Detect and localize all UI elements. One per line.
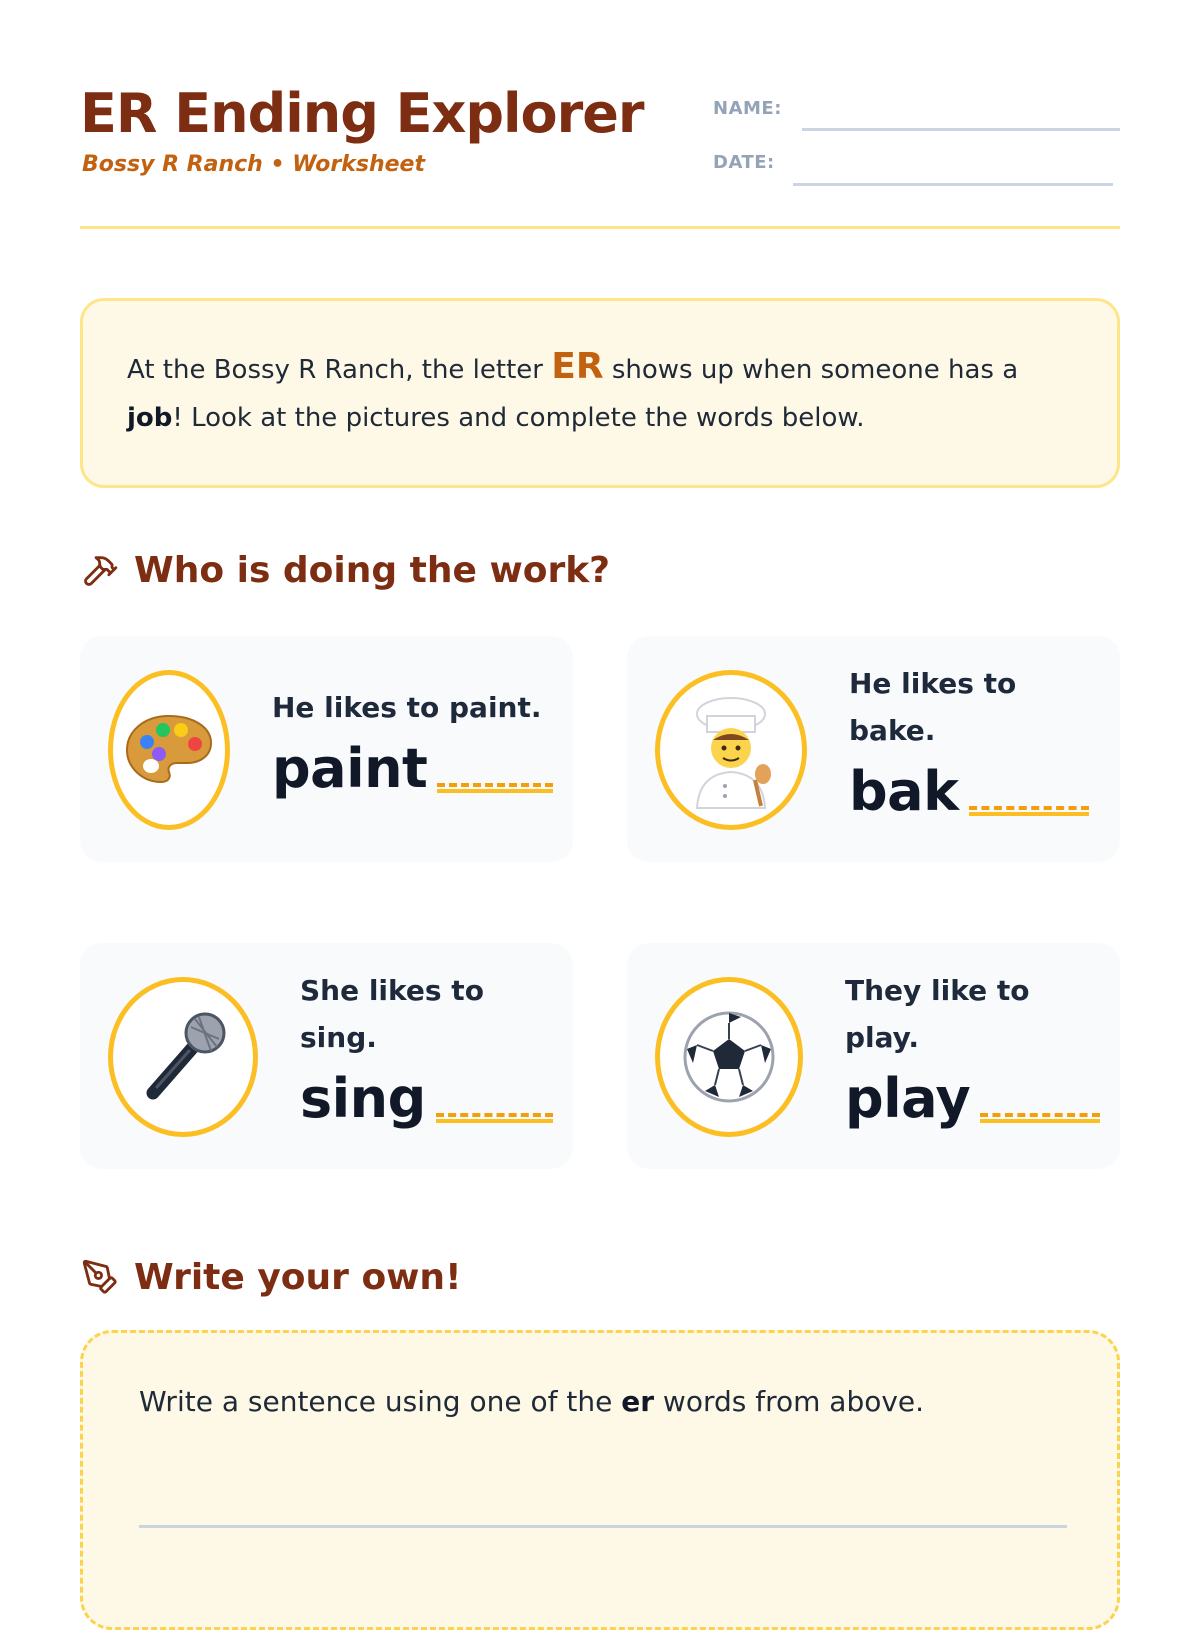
er-highlight: ER xyxy=(551,346,604,387)
picture-frame xyxy=(108,977,258,1137)
intro-text: At the Bossy R Ranch, the letter xyxy=(127,355,552,385)
word-card xyxy=(627,943,1120,1169)
word-row xyxy=(300,1069,553,1129)
word-row xyxy=(849,762,1100,822)
page-title: ER Ending Explorer xyxy=(80,82,644,145)
card-sentence: He likes to paint. xyxy=(272,691,542,724)
word-row xyxy=(845,1069,1100,1129)
job-word: job xyxy=(127,403,173,433)
write-prompt-text: words from above. xyxy=(654,1385,925,1418)
card-text xyxy=(272,660,553,799)
word-stem: paint xyxy=(272,737,428,800)
worksheet-header xyxy=(80,84,1120,204)
date-field[interactable] xyxy=(793,183,1113,186)
write-prompt-text: Write a sentence using one of the xyxy=(139,1385,622,1418)
sentence-writing-line[interactable] xyxy=(139,1525,1067,1528)
card-text xyxy=(845,967,1100,1129)
write-prompt xyxy=(139,1385,924,1418)
picture-frame xyxy=(655,670,807,830)
soccer-ball-icon xyxy=(681,1009,777,1105)
name-field[interactable] xyxy=(802,128,1120,131)
card-sentence: He likes to bake. xyxy=(849,667,1017,747)
intro-text: shows up when someone has a xyxy=(603,355,1019,385)
page-subtitle: Bossy R Ranch • Worksheet xyxy=(82,152,425,177)
microphone-icon xyxy=(133,1007,233,1107)
palette-icon xyxy=(121,710,217,790)
card-sentence: They like to play. xyxy=(845,974,1030,1054)
word-stem: bak xyxy=(849,760,959,823)
pen-tool-icon xyxy=(80,1257,120,1297)
word-card xyxy=(80,943,573,1169)
chef-icon xyxy=(683,690,779,810)
picture-frame xyxy=(655,977,803,1137)
card-text xyxy=(849,660,1100,822)
word-blank-input[interactable] xyxy=(437,783,553,793)
intro-text: ! Look at the pictures and complete the words below. xyxy=(172,403,865,433)
intro-callout xyxy=(80,298,1120,488)
section-heading-label: Write your own! xyxy=(134,1256,462,1298)
write-area xyxy=(80,1330,1120,1630)
card-text xyxy=(300,967,553,1129)
word-stem: play xyxy=(845,1067,971,1130)
word-blank-input[interactable] xyxy=(969,806,1089,816)
picture-frame xyxy=(108,670,230,830)
date-label: DATE: xyxy=(713,152,775,173)
hammer-icon xyxy=(80,550,120,590)
name-label: NAME: xyxy=(713,98,782,119)
word-row xyxy=(272,739,553,799)
card-sentence: She likes to sing. xyxy=(300,974,484,1054)
word-stem: sing xyxy=(300,1067,426,1130)
word-card xyxy=(80,636,573,862)
section-heading-write xyxy=(80,1251,461,1303)
er-word: er xyxy=(621,1385,655,1418)
word-blank-input[interactable] xyxy=(980,1113,1100,1123)
section-heading-label: Who is doing the work? xyxy=(134,549,611,591)
word-card xyxy=(627,636,1120,862)
section-heading-work xyxy=(80,544,610,596)
word-blank-input[interactable] xyxy=(436,1113,553,1123)
header-divider xyxy=(80,226,1120,229)
